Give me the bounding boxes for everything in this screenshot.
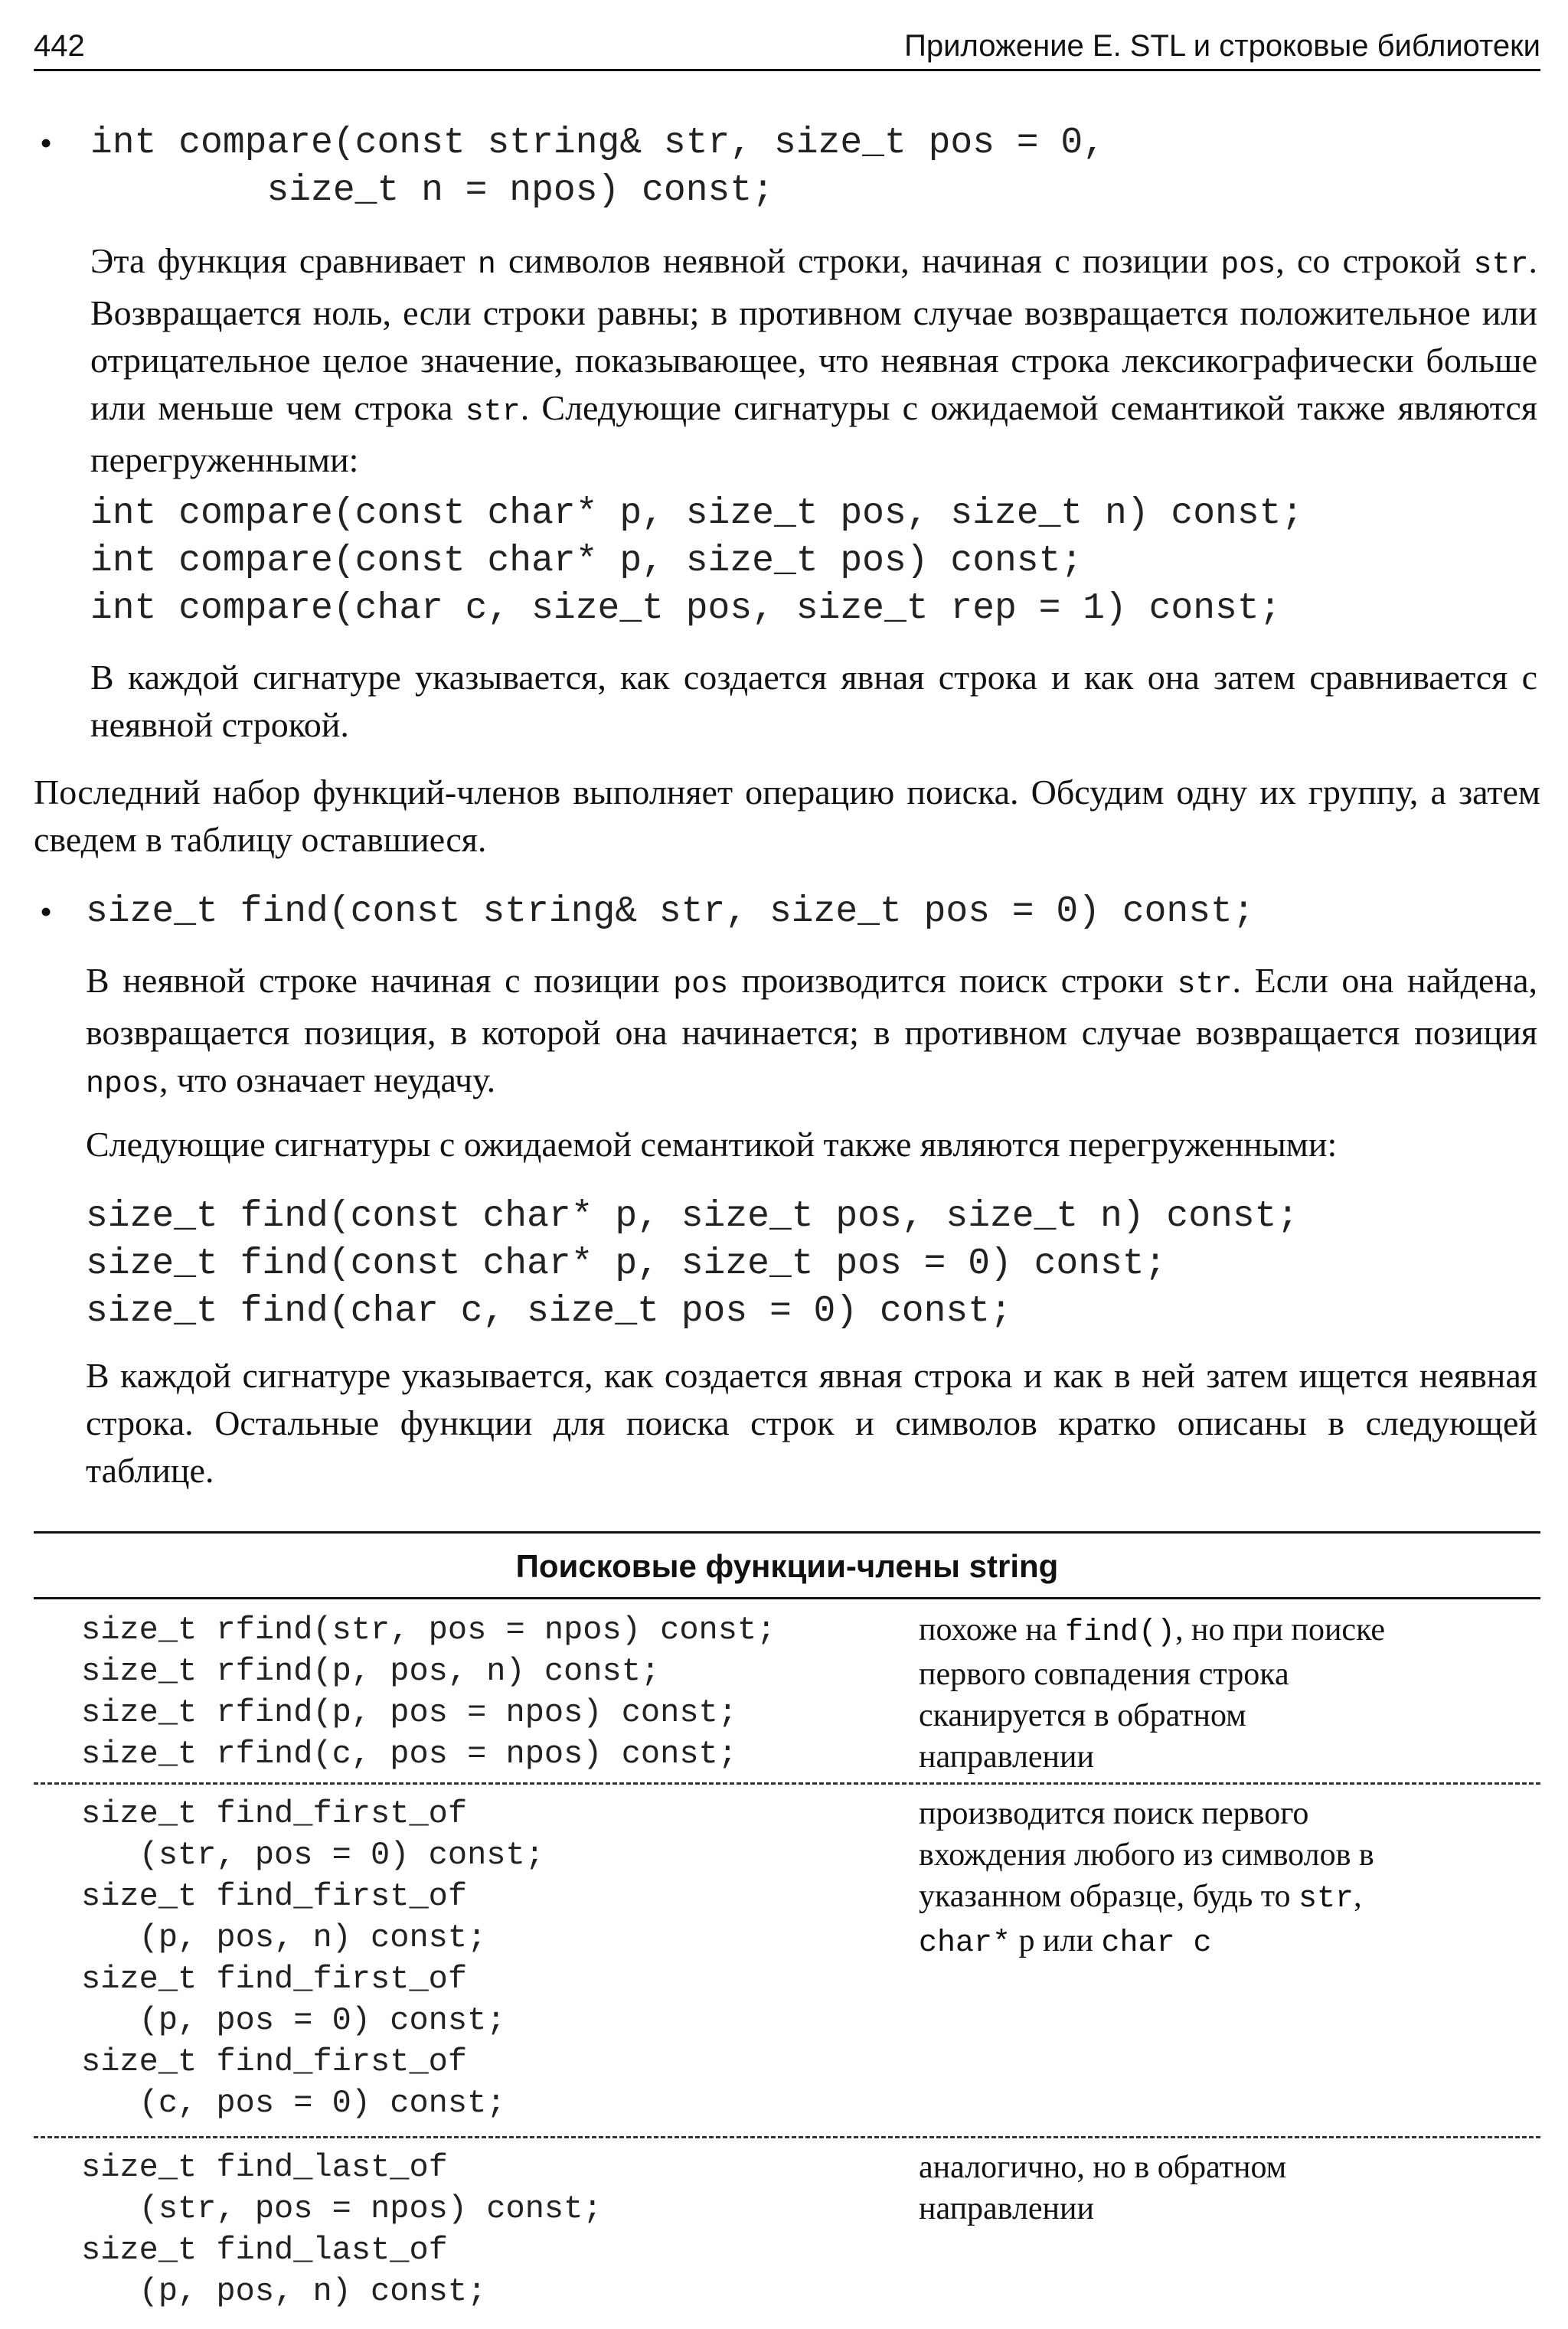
page-number: 442 [34, 29, 85, 63]
running-title: Приложение Е. STL и строковые библиотеки [904, 29, 1540, 63]
table-row-description: производится поиск первого вхождения любого из символов в указанном образце, будь то str, char* p или char c [919, 1796, 1374, 1961]
page-header [34, 23, 1540, 71]
table-row-description: похоже на find(), но при поиске первого совпадения строка сканируется в обратном направлении [919, 1612, 1386, 1775]
compare-signature: int compare(const string& str, size_t pos = 0, size_t n = npos) const; [90, 122, 1106, 211]
table-row-description: аналогично, но в обратном направлении [919, 2150, 1287, 2226]
find-overloads: size_t find(const char* p, size_t pos, size_t n) const; size_t find(const char* p, size_t pos = 0) const; size_t find(char c, size_t pos = 0) const; [86, 1196, 1299, 1332]
table-row-divider [34, 2136, 1540, 2138]
bullet-marker: • [40, 892, 53, 931]
search-intro-paragraph: Последний набор функций-членов выполняет операцию поиска. Обсудим одну их группу, а затем сведем в таблицу оставшиеся. [34, 773, 1540, 859]
table-row-code: size_t find_first_of (str, pos = 0) const; size_t find_first_of (p, pos, n) const; size_t find_first_of (p, pos = 0) const; size_t find_first_of (c, pos = 0) const; [81, 1795, 544, 2122]
table-header-rule [34, 1597, 1540, 1599]
compare-overloads: int compare(const char* p, size_t pos, size_t n) const; int compare(const char* p, size_t pos) const; int compare(char c, size_t pos, size_t rep = 1) const; [90, 493, 1304, 629]
find-note: В каждой сигнатуре указывается, как создается явная строка и как в ней затем ищется неявная строка. Остальные функции для поиска строк и символов кратко описаны в следующей таблице. [86, 1356, 1537, 1490]
compare-description: Эта функция сравнивает n символов неявной строки, начиная с позиции pos, со строкой str. Возвращается ноль, если строки равны; в противном случае возвращается положительное или отрицательное целое значение, показывающее, что неявная строка лексикографически больше или меньше чем строка str. Следующие сигнатуры с ожидаемой семантикой также являются перегруженными: [90, 241, 1537, 479]
bullet-marker: • [40, 123, 53, 162]
find-overloads-intro: Следующие сигнатуры с ожидаемой семантикой также являются перегруженными: [86, 1125, 1338, 1164]
compare-note: В каждой сигнатуре указывается, как создается явная строка и как она затем сравнивается с неявной строкой. [90, 658, 1537, 744]
table-row-code: size_t find_last_of (str, pos = npos) const; size_t find_last_of (p, pos, n) const; [81, 2149, 603, 2310]
find-signature: size_t find(const string& str, size_t pos = 0) const; [86, 891, 1255, 933]
find-description: В неявной строке начиная с позиции pos производится поиск строки str. Если она найдена, возвращается позиция, в которой она начинается; в противном случае возвращается позиция npos, что означает неудачу. [86, 961, 1537, 1102]
table-top-rule [34, 1531, 1540, 1534]
table-row-code: size_t rfind(str, pos = npos) const; size_t rfind(p, pos, n) const; size_t rfind(p, pos = npos) const; size_t rfind(c, pos = npos) const; [81, 1612, 776, 1772]
table-title: Поисковые функции-члены string [515, 1548, 1059, 1584]
table-row-divider [34, 1782, 1540, 1785]
